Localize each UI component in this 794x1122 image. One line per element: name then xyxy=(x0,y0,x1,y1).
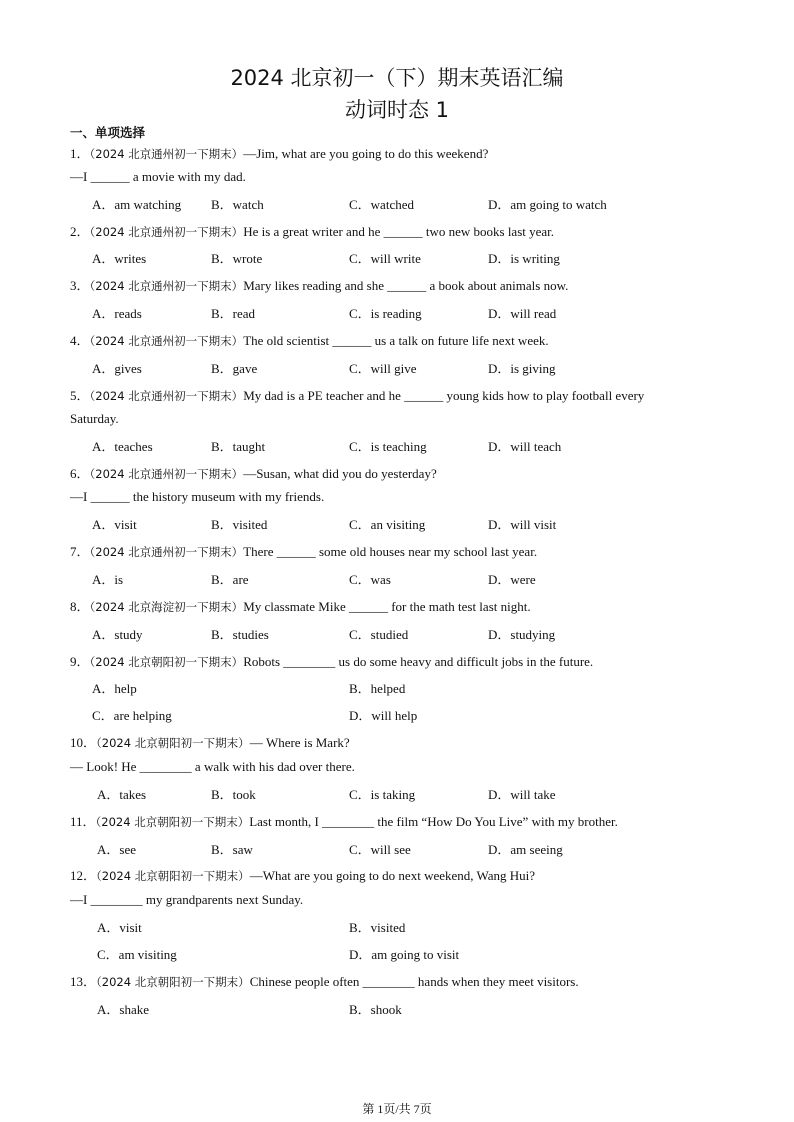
question-4: 4．（2024 北京通州初一下期末）The old scientist ______ us a talk on future life next week. xyxy=(70,333,549,348)
question-6: 6．（2024 北京通州初一下期末）—Susan, what did you do yesterday? xyxy=(70,466,437,481)
question-3: 3．（2024 北京通州初一下期末）Mary likes reading and she ______ a book about animals now. xyxy=(70,278,569,293)
option-a[interactable]: A．shake xyxy=(97,1002,149,1017)
question-2: 2．（2024 北京通州初一下期末）He is a great writer and he ______ two new books last year. xyxy=(70,224,555,239)
option-b[interactable]: B．helped xyxy=(349,681,406,696)
option-c[interactable]: C．will see xyxy=(349,842,411,857)
option-a[interactable]: A．gives xyxy=(92,361,142,376)
option-c[interactable]: C．is teaching xyxy=(349,439,427,454)
option-b[interactable]: B．saw xyxy=(211,842,253,857)
section-heading: 一、单项选择 xyxy=(70,125,146,140)
option-d[interactable]: D．is writing xyxy=(488,251,560,266)
option-b[interactable]: B．read xyxy=(211,306,256,321)
option-c[interactable]: C．will write xyxy=(349,251,421,266)
option-d[interactable]: D．am going to watch xyxy=(488,197,607,212)
option-a[interactable]: A．help xyxy=(92,681,137,696)
document-title: 2024 北京初一（下）期末英语汇编 xyxy=(230,66,564,90)
question-6-line2: —I ______ the history museum with my friends. xyxy=(70,489,325,504)
option-c[interactable]: C．will give xyxy=(349,361,417,376)
question-13: 13．（2024 北京朝阳初一下期末）Chinese people often ________ hands when they meet visitors. xyxy=(70,974,579,989)
question-1-line2: —I ______ a movie with my dad. xyxy=(70,169,246,184)
option-c[interactable]: C．watched xyxy=(349,197,414,212)
option-c[interactable]: C．is reading xyxy=(349,306,422,321)
question-1: 1．（2024 北京通州初一下期末）—Jim, what are you going to do this weekend? xyxy=(70,146,489,161)
option-a[interactable]: A．takes xyxy=(97,787,147,802)
question-5: 5．（2024 北京通州初一下期末）My dad is a PE teacher and he ______ young kids how to play football every xyxy=(70,388,645,403)
question-10: 10．（2024 北京朝阳初一下期末）— Where is Mark? xyxy=(70,735,350,750)
option-b[interactable]: B．studies xyxy=(211,627,269,642)
option-a[interactable]: A．visit xyxy=(92,517,137,532)
option-a[interactable]: A．visit xyxy=(97,920,142,935)
option-c[interactable]: C．are helping xyxy=(92,708,172,723)
option-b[interactable]: B．watch xyxy=(211,197,264,212)
option-b[interactable]: B．wrote xyxy=(211,251,263,266)
option-b[interactable]: B．visited xyxy=(349,920,406,935)
document-subtitle: 动词时态 1 xyxy=(344,98,450,122)
option-d[interactable]: D．will visit xyxy=(488,517,557,532)
option-d[interactable]: D．is giving xyxy=(488,361,556,376)
option-d[interactable]: D．will read xyxy=(488,306,557,321)
option-d[interactable]: D．will teach xyxy=(488,439,562,454)
question-12-line2: —I ________ my grandparents next Sunday. xyxy=(70,892,304,907)
page-footer: 第 1页/共 7页 xyxy=(362,1102,432,1116)
option-d[interactable]: D．were xyxy=(488,572,536,587)
option-a[interactable]: A．see xyxy=(97,842,136,857)
question-11: 11．（2024 北京朝阳初一下期末）Last month, I ________ the film “How Do You Live” with my brother. xyxy=(70,814,618,829)
option-d[interactable]: D．studying xyxy=(488,627,556,642)
option-c[interactable]: C．studied xyxy=(349,627,409,642)
option-b[interactable]: B．are xyxy=(211,572,249,587)
option-b[interactable]: B．shook xyxy=(349,1002,402,1017)
option-c[interactable]: C．an visiting xyxy=(349,517,426,532)
option-a[interactable]: A．writes xyxy=(92,251,147,266)
option-a[interactable]: A．reads xyxy=(92,306,142,321)
option-c[interactable]: C．am visiting xyxy=(97,947,177,962)
option-b[interactable]: B．taught xyxy=(211,439,266,454)
question-12: 12．（2024 北京朝阳初一下期末）—What are you going to do next weekend, Wang Hui? xyxy=(70,868,536,883)
option-b[interactable]: B．visited xyxy=(211,517,268,532)
option-a[interactable]: A．teaches xyxy=(92,439,153,454)
option-a[interactable]: A．study xyxy=(92,627,143,642)
option-a[interactable]: A．is xyxy=(92,572,124,587)
question-5-line2: Saturday. xyxy=(70,411,119,426)
option-c[interactable]: C．is taking xyxy=(349,787,416,802)
option-d[interactable]: D．am seeing xyxy=(488,842,563,857)
option-c[interactable]: C．was xyxy=(349,572,391,587)
question-7: 7．（2024 北京通州初一下期末）There ______ some old houses near my school last year. xyxy=(70,544,538,559)
option-b[interactable]: B．gave xyxy=(211,361,258,376)
option-d[interactable]: D．am going to visit xyxy=(349,947,460,962)
option-d[interactable]: D．will take xyxy=(488,787,556,802)
question-9: 9．（2024 北京朝阳初一下期末）Robots ________ us do some heavy and difficult jobs in the future. xyxy=(70,654,594,669)
question-10-line2: — Look! He ________ a walk with his dad over there. xyxy=(70,759,355,774)
question-8: 8．（2024 北京海淀初一下期末）My classmate Mike ______ for the math test last night. xyxy=(70,599,531,614)
option-d[interactable]: D．will help xyxy=(349,708,418,723)
option-a[interactable]: A．am watching xyxy=(92,197,182,212)
option-b[interactable]: B．took xyxy=(211,787,256,802)
